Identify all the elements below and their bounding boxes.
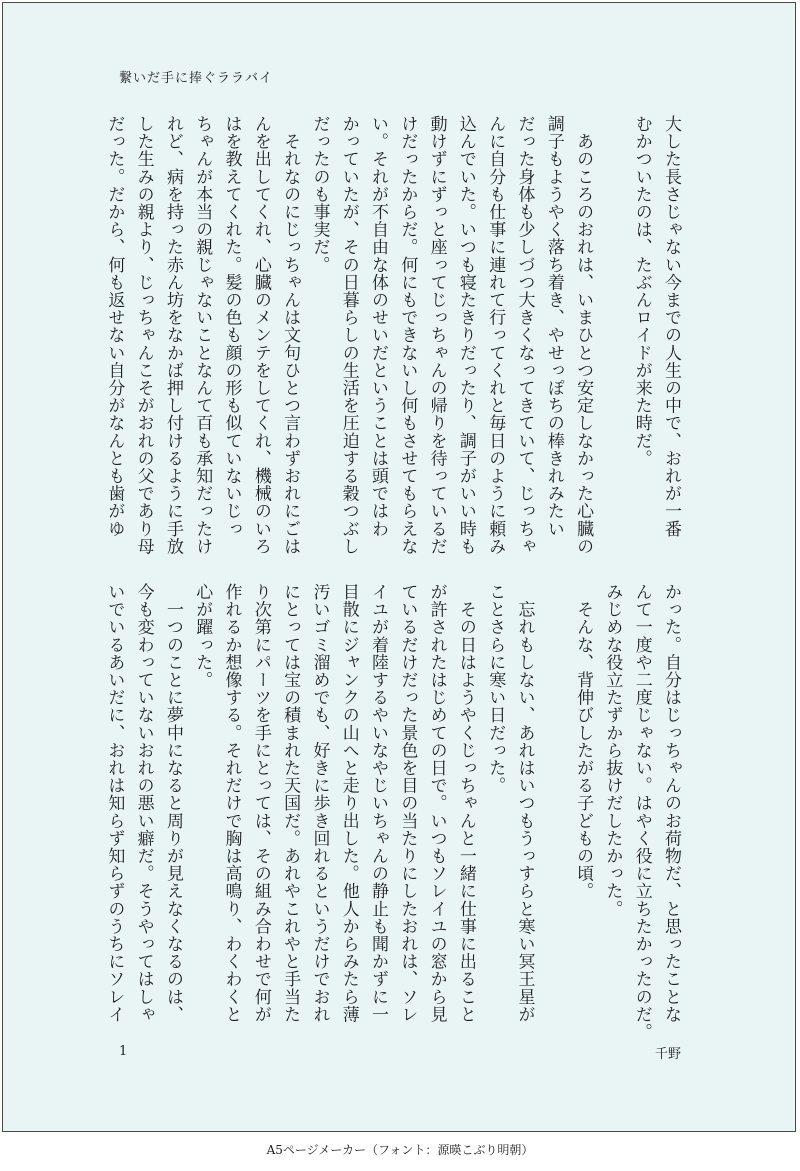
page-number: 1 (119, 1044, 128, 1059)
text-block-top: 大した長さじゃない今までの人生の中で、おれが一番 むかついたのは、たぶんロイドが来た時だ。 あのころのおれは、いまひとつ安定しなかった心臓の 調子もようやく落ち着き、やせっぽちの棒きれみたい だった身体も少しづつ大きくなってきていて、じっちゃ んに自分も仕事に連れて行ってくれと毎日のように頼み 込んでいた。いつも寝たきりだったり、調子がいい時も 動けずにずっと座ってじっちゃんの帰りを待っているだ けだったからだ。何にもできないし何もさせてもらえな い。それが不自由な体のせいだということは頭ではわ かっていたが、その日暮らしの生活を圧迫する穀つぶし だったのも事実だ。 それなのにじっちゃんは文句ひとつ言わずおれにごは んを出してくれ、心臓のメンテをしてくれ、機械のいろ はを教えてくれた。髪の色も顔の形も似ていないじっ ちゃんが本当の親じゃないことなんて百も承知だったけ れど、病を持った赤ん坊をなかば押し付けるように手放 した生みの親より、じっちゃんこそがおれの父であり母 だった。だから、何も返せない自分がなんとも歯がゆ (104, 115, 681, 555)
author-name: 千野 (654, 1047, 681, 1062)
running-title: 繋いだ手に捧ぐララバイ (119, 71, 274, 86)
text-block-bottom: かった。自分はじっちゃんのお荷物だ、と思ったことな んて一度や二度じゃない。はやく役に立ちたかったのだ。 みじめな役立たずから抜けだしたかった。 そんな、背伸びしたがる子どもの頃。 忘れもしない、あれはいつもうっすらと寒い冥王星が ことさらに寒い日だった。 その日はようやくじっちゃんと一緒に仕事に出ること が許されたはじめての日で。いつもソレイユの窓から見 ているだけだった景色を目の当たりにしたおれは、ソレ イユが着陸するやいなやじいちゃんの静止も聞かずに一 目散にジャンクの山へと走り出した。他人からみたら薄 汚いゴミ溜めでも、好きに歩き回れるというだけでおれ にとっては宝の積まれた天国だ。あれやこれやと手当た り次第にパーツを手にとっては、その組み合わせで何が 作れるか想像する。それだけで胸は高鳴り、わくわくと 心が躍った。 一つのことに夢中になると周りが見えなくなるのは、 今も変わっていないおれの悪い癖だ。そうやってはしゃ いでいるあいだに、おれは知らず知らずのうちにソレイ (104, 583, 681, 1041)
manuscript-page (2, 2, 796, 1132)
footer-caption: A5ページメーカー（フォント：源暎こぶり明朝） (266, 1143, 534, 1157)
